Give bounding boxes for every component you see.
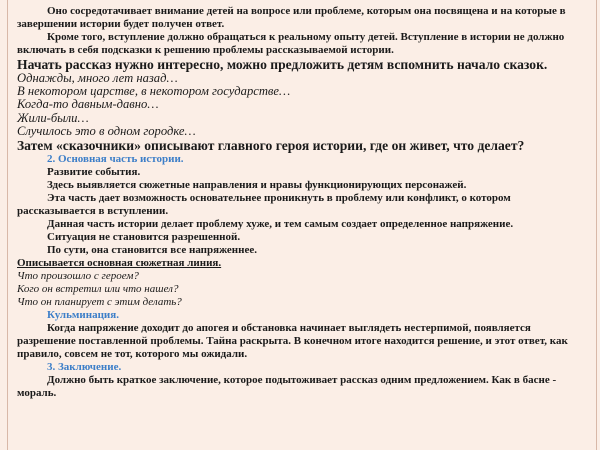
storyline-heading: Описывается основная сюжетная линия. bbox=[17, 257, 222, 270]
development-paragraph: Эта часть дает возможность основательнее проникнуть в проблему или конфликт, о котором рассказывается в вступлении. bbox=[17, 192, 511, 218]
intro-paragraph-2: Кроме того, вступление должно обращаться к реальному опыту детей. Вступление в истории не должно включать в себя подсказки к решению проблемы рассказываемой истории. bbox=[17, 31, 565, 56]
start-heading: Начать рассказ нужно интересно, можно предложить детям вспомнить начало сказок. bbox=[17, 57, 548, 72]
development-heading: Развитие события. bbox=[47, 166, 141, 179]
question-line: Что произошло с героем? bbox=[17, 270, 139, 283]
question-line: Что он планирует с этим делать? bbox=[17, 296, 182, 309]
intro-paragraph-1: Оно сосредотачивает внимание детей на вопросе или проблеме, которым она посвящена и на которые в завершении истории будет получен ответ. bbox=[17, 5, 566, 30]
opening-line: Случилось это в одном городке… bbox=[17, 123, 196, 138]
opening-line: В некотором царстве, в некотором государстве… bbox=[17, 84, 291, 99]
opening-line: Жили-были… bbox=[17, 110, 89, 125]
question-line: Кого он встретил или что нашел? bbox=[17, 283, 179, 296]
conclusion-paragraph: Должно быть краткое заключение, которое подытоживает рассказ одним предложением. Как в басне - мораль. bbox=[17, 374, 557, 400]
then-heading: Затем «сказочники» описывают главного героя истории, где он живет, что делает? bbox=[17, 138, 525, 154]
opening-line: Когда-то давным-давно… bbox=[17, 97, 159, 112]
culmination-heading: Кульминация. bbox=[47, 309, 119, 322]
development-paragraph: По сути, она становится все напряженнее. bbox=[47, 244, 257, 257]
document-body bbox=[17, 5, 587, 400]
section-2-heading: 2. Основная часть истории. bbox=[47, 153, 184, 166]
development-paragraph: Здесь выявляется сюжетные направления и нравы функционирующих персонажей. bbox=[47, 179, 467, 192]
development-paragraph: Ситуация не становится разрешенной. bbox=[47, 231, 241, 244]
development-paragraph: Данная часть истории делает проблему хуже, и тем самым создает определенное напряжение. bbox=[47, 218, 514, 231]
culmination-paragraph: Когда напряжение доходит до апогея и обстановка начинает выглядеть нестерпимой, появляется разрешение поставленной проблемы. Тайна раскрыта. В конечном итоге находится решение, и этот ответ, как правило, совсем не тот, которого мы ожидали. bbox=[17, 322, 568, 361]
opening-line: Однажды, много лет назад… bbox=[17, 71, 178, 85]
section-3-heading: 3. Заключение. bbox=[47, 361, 122, 374]
